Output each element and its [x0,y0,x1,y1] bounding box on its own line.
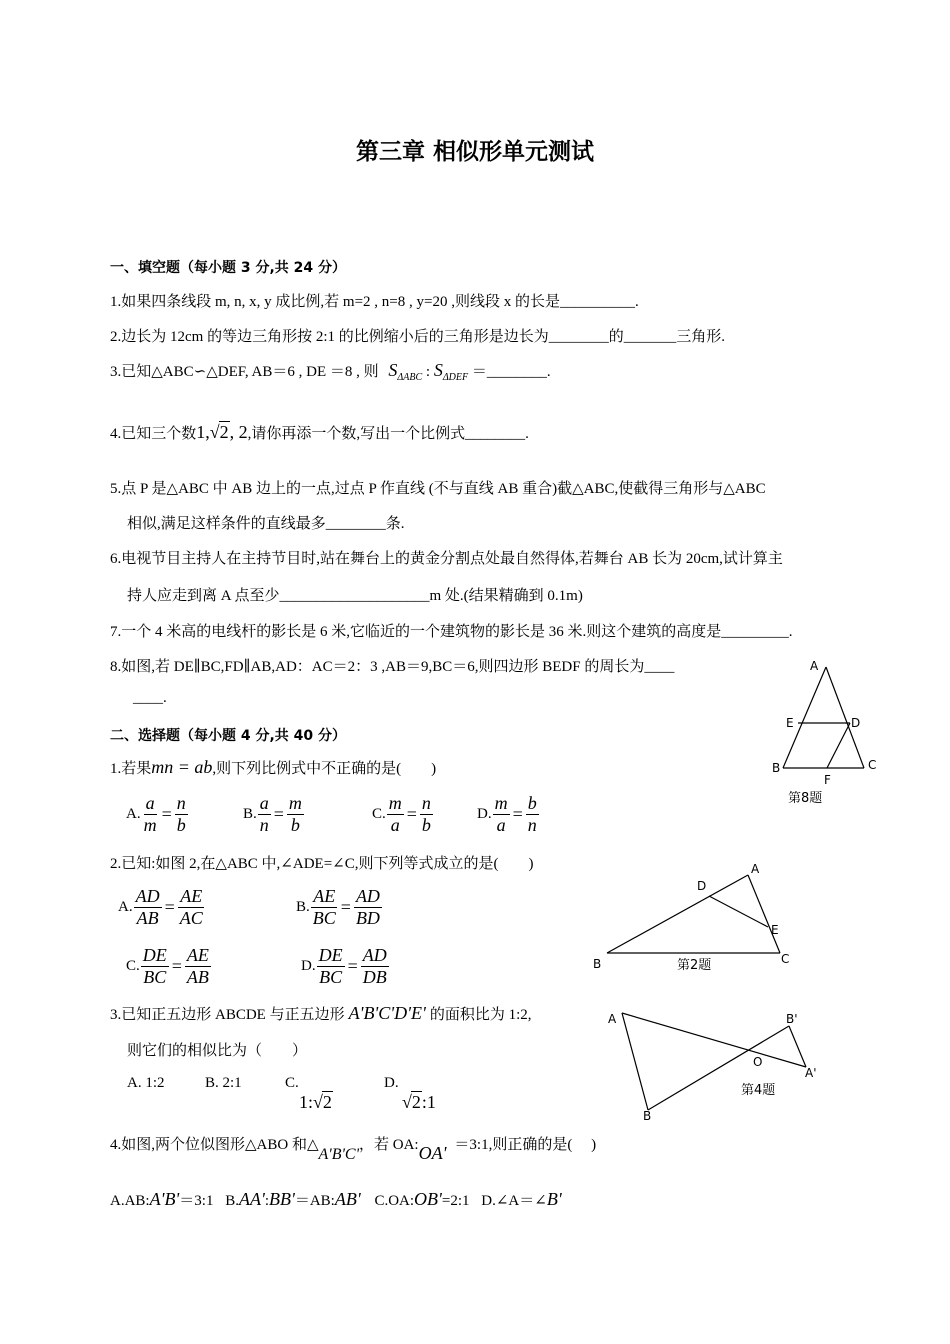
fraction: $\frac{AE}{AB}$ [186,945,209,987]
q2-3-option-b: B. 2:1 [205,1075,242,1091]
fig4-label-b: B [643,1109,652,1123]
question-2-4-options: A.AB:A'B'＝3:1 B.AA':BB'＝AB:AB' C.OA:OB'=2:1 D.∠A＝∠B' [110,1189,562,1209]
fig4-label-b-prime: B' [786,1012,798,1026]
question-1-5-line1: 5.点 P 是△ABC 中 AB 边上的一点,过点 P 作直线 (不与直线 AB 重合)截△ABC,使截得三角形与△ABC [110,481,766,497]
fraction: $\frac{m}{a}$ [494,793,508,835]
figure-q4 [600,1005,825,1125]
figure-q2 [585,855,800,980]
question-1-3: 3.已知△ABC∽△DEF, AB＝6 , DE ＝8 , 则 $S_{\Delta ABC}$ : $S_{\Delta DEF}$ ＝________. [110,360,551,383]
fig4-caption: 第4题 [741,1083,776,1098]
question-1-6-line1: 6.电视节目主持人在主持节目时,站在舞台上的黄金分割点处最自然得体,若舞台 AB 长为 20cm,试计算主 [110,551,783,567]
fig8-label-f: F [824,773,831,787]
fig8-label-c: C [868,758,877,772]
fig8-label-e: E [786,716,794,730]
q2-1-option-c: C. $\frac{m}{a}$ = $\frac{n}{b}$ [372,793,431,835]
question-2-1: 1.若果mn = ab,则下列比例式中不正确的是( ) [110,757,437,777]
fraction: $\frac{AD}{BD}$ [355,886,380,928]
fig8-label-a: A [810,659,819,673]
fig8-caption: 第8题 [788,791,823,806]
section-fill-in: 一、填空题（每小题 3 分,共 24 分） [110,260,347,276]
q2-1-option-a: A. $\frac{a}{m}$ = $\frac{n}{b}$ [126,793,186,835]
fraction: $\frac{a}{n}$ [259,793,269,835]
section-choice: 二、选择题（每小题 4 分,共 40 分） [110,728,347,744]
q2-2-option-a: A. $\frac{AD}{AB}$ = $\frac{AE}{AC}$ [118,886,203,928]
fig4-label-o: O [753,1055,763,1069]
q2-1-option-b: B. $\frac{a}{n}$ = $\frac{m}{b}$ [243,793,302,835]
q2-1-option-d: D. $\frac{m}{a}$ = $\frac{b}{n}$ [477,793,537,835]
fraction: $\frac{AD}{AB}$ [135,886,160,928]
fig2-label-a: A [751,862,760,876]
question-1-7: 7.一个 4 米高的电线杆的影长是 6 米,它临近的一个建筑物的影长是 36 米.则这个建筑的高度是_________. [110,624,793,640]
fraction: $\frac{AE}{BC}$ [312,886,336,928]
question-1-8-line1: 8.如图,若 DE∥BC,FD∥AB,AD：AC＝2：3 ,AB＝9,BC＝6,则四边形 BEDF 的周长为____ [110,659,675,675]
q2-2-option-d: D. $\frac{DE}{BC}$ = $\frac{AD}{DB}$ [301,945,387,987]
fig2-label-c: C [781,952,790,966]
question-2-3-line2: 则它们的相似比为（ ） [127,1043,308,1059]
question-1-1: 1.如果四条线段 m, n, x, y 成比例,若 m=2 , n=8 , y=20 ,则线段 x 的长是__________. [110,294,639,310]
question-2-4: 4.如图,两个位似图形△ABO 和△A'B'C'，若 OA:OA' ＝3:1,则正确的是( ) [110,1137,597,1163]
fraction: $\frac{n}{b}$ [421,793,431,835]
question-1-2: 2.边长为 12cm 的等边三角形按 2:1 的比例缩小后的三角形是边长为________的_______三角形. [110,329,725,345]
fig4-label-a-prime: A' [805,1066,817,1080]
q2-2-option-c: C. $\frac{DE}{BC}$ = $\frac{AE}{AB}$ [126,945,209,987]
fig2-label-b: B [593,957,602,971]
fig2-caption: 第2题 [677,958,712,973]
q2-2-option-b: B. $\frac{AE}{BC}$ = $\frac{AD}{BD}$ [296,886,380,928]
page-title: 第三章 相似形单元测试 [355,139,594,165]
fig2-label-d: D [697,879,707,893]
fraction: $\frac{DE}{BC}$ [318,945,343,987]
question-2-2: 2.已知:如图 2,在△ABC 中,∠ADE=∠C,则下列等式成立的是( ) [110,856,534,872]
q2-3-option-d: D. √2:1 [384,1075,436,1112]
fig4-label-a: A [608,1012,617,1026]
fig8-label-b: B [772,761,781,775]
fraction: $\frac{a}{m}$ [143,793,157,835]
fig8-label-d: D [851,716,861,730]
question-1-8-line2: ____. [133,690,167,706]
figure-q8 [760,650,890,810]
fraction: $\frac{AD}{DB}$ [362,945,387,987]
q2-3-option-a: A. 1:2 [127,1075,165,1091]
fraction: $\frac{AE}{AC}$ [179,886,203,928]
fraction: $\frac{m}{b}$ [288,793,302,835]
fraction: $\frac{b}{n}$ [527,793,537,835]
fraction: $\frac{m}{a}$ [388,793,402,835]
question-1-4: 4.已知三个数1,√2, 2,请你再添一个数,写出一个比例式________. [110,422,529,442]
fig2-label-e: E [771,923,779,937]
fraction: $\frac{DE}{BC}$ [142,945,167,987]
question-1-6-line2: 持人应走到离 A 点至少____________________m 处.(结果精确到 0.1m) [127,588,583,604]
question-1-5-line2: 相似,满足这样条件的直线最多________条. [127,516,405,532]
q2-3-option-c: C. 1:√2 [285,1075,332,1112]
fraction: $\frac{n}{b}$ [176,793,186,835]
question-2-3: 3.已知正五边形 ABCDE 与正五边形 A'B'C'D'E' 的面积比为 1:2, [110,1003,532,1023]
